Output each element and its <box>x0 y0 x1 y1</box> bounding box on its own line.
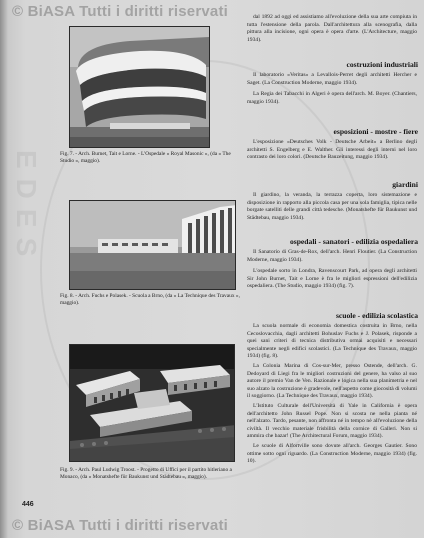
heading-scuole: scuole - edilizia scolastica <box>335 311 418 320</box>
watermark-bottom: © BiASA Tutti i diritti riservati <box>12 517 229 534</box>
heading-esposizioni: esposizioni - mostre - fiere <box>333 127 418 136</box>
figure-8-caption: Fig. 8. - Arch. Fuchs e Polasek. - Scuola a Brno, (da « La Technique des Travaux », maggio). <box>60 293 240 306</box>
page-number: 446 <box>22 501 34 508</box>
paragraph: Il giardino, la veranda, la terrazza coperta, loro sistemazione e disposizione in rapporto alla piccola casa per una sola famiglia, tipica nelle borgate satelliti delle grandi città tedesche. (Monatshefte für Baukunst und Städtebau, maggio 1934). <box>247 192 417 221</box>
school-building-image <box>70 201 236 290</box>
paragraph: L'ospedale sorto in Londra, Ravenscourt Park, ad opera degli architetti Sir John Burnet, Tait e Lorne è fra le migliori espressioni dell'edilizia ospedaliera. (The Studio, maggio 1934) (fig. 7). <box>247 268 417 290</box>
intro-paragraph <box>247 14 417 46</box>
figure-9-caption: Fig. 9. - Arch. Paul Ludwig Troost. - Progetto di Uffici per il partito hitleriano a Monaco, (da « Monatshefte für Baukunst und Städtebau », maggio). <box>60 467 232 480</box>
watermark-vertical-text: EDES <box>11 150 42 267</box>
paragraph: L'Istituto Culturale dell'Università di Yale in California è opera dell'architetto John Russel Pope. Non si scosta ne nella pianta né nell'alzato. Tardo, pesante, non affronta né in tempo nè all'evoluzione della civiltà. Il vecchio materiale frisbilità della cornice di Galleri. Non si ammira che bazar! (The Architectural Forum, maggio 1934). <box>247 402 417 440</box>
figure-7-photo <box>69 26 210 148</box>
watermark-top: © BiASA Tutti i diritti riservati <box>12 3 229 20</box>
figure-9-photo <box>69 344 235 462</box>
hospital-building-image <box>70 27 210 148</box>
heading-giardini: giardini <box>392 180 418 189</box>
figure-8-photo <box>69 200 236 290</box>
paragraph: Il Sanatorio di Gras-de-Rox, dell'arch. Henri Floutier. (La Construction Moderne, maggio 1934). <box>247 249 417 263</box>
paragraph: La Colonia Marina di Cos-sur-Mer, presso Ostende, dell'arch. G. Dedoyard di Liegi fra le migliori costruzioni del genere, ha valso al suo autore il premio Van de Ven. Razionale e logica nella sua planimetria e nel suo alzato la costruzione è gradevole, nell'aspetto come giocosità di volumi il soggiorno. (La Technique des Travaux, maggio 1934). <box>247 362 417 400</box>
heading-ospedali: ospedali - sanatori - edilizia ospedaliera <box>289 237 418 246</box>
intro-text: dal 1892 ad oggi ed assistiamo all'evoluzione della sua arte compiuta in tutta l'estensione della parola. Dall'architettura alla scenografia, dalla pittura alla incisione, ogni opera è opera d'arte. (L'Architecture, maggio 1934). <box>247 14 417 43</box>
section-esposizioni <box>247 139 417 164</box>
paragraph: La scuola normale di economia domestica costruita in Brno, nella Cecoslovacchia, dagli architetti Bohuslav Fuchs e J. Polasek, risponde a quei sani criteri di tecnica distributiva ormai acquisiti e necessari specialmente negli edifici scolastici. (La Technique des Travaux, maggio 1934) (fig. 8). <box>247 323 417 360</box>
section-scuole <box>247 323 417 468</box>
page-spine <box>0 0 8 538</box>
office-model-image <box>70 345 235 462</box>
section-giardini <box>247 192 417 224</box>
paragraph: L'esposizione «Deutsches Volk - Deutsche Arbeit» a Berlino degli architetti S. Engelberg e E. Walther. Gli interessi degli interni nel loro contrasto dei loro colori. (Deutsche Bauzeitung, maggio 1934). <box>247 139 417 161</box>
paragraph: Le scuole di Alfortville sono dovute all'arch. Georges Gautier. Sono ottime sotto ogni riguardo. (La Construction Moderne, maggio 1934) (fig. 10). <box>247 442 417 465</box>
section-ospedali <box>247 249 417 293</box>
paragraph: Il laboratorio «Veritas» a Levallois-Perret degli architetti Hercher e Saget. (La Construction Moderne, maggio 1934). <box>247 72 417 86</box>
figure-7-caption: Fig. 7. - Arch. Burnet, Tait e Lorne. - L'Ospedale « Royal Masonic », (da « The Studio », maggio). <box>60 151 231 164</box>
paragraph: La Regìa dei Tabacchi in Algeri è opera dell'arch. M. Boyer. (Chantiers, maggio 1934). <box>247 91 417 105</box>
section-costruzioni-industriali <box>247 72 417 108</box>
heading-costruzioni-industriali: costruzioni industriali <box>346 60 418 69</box>
